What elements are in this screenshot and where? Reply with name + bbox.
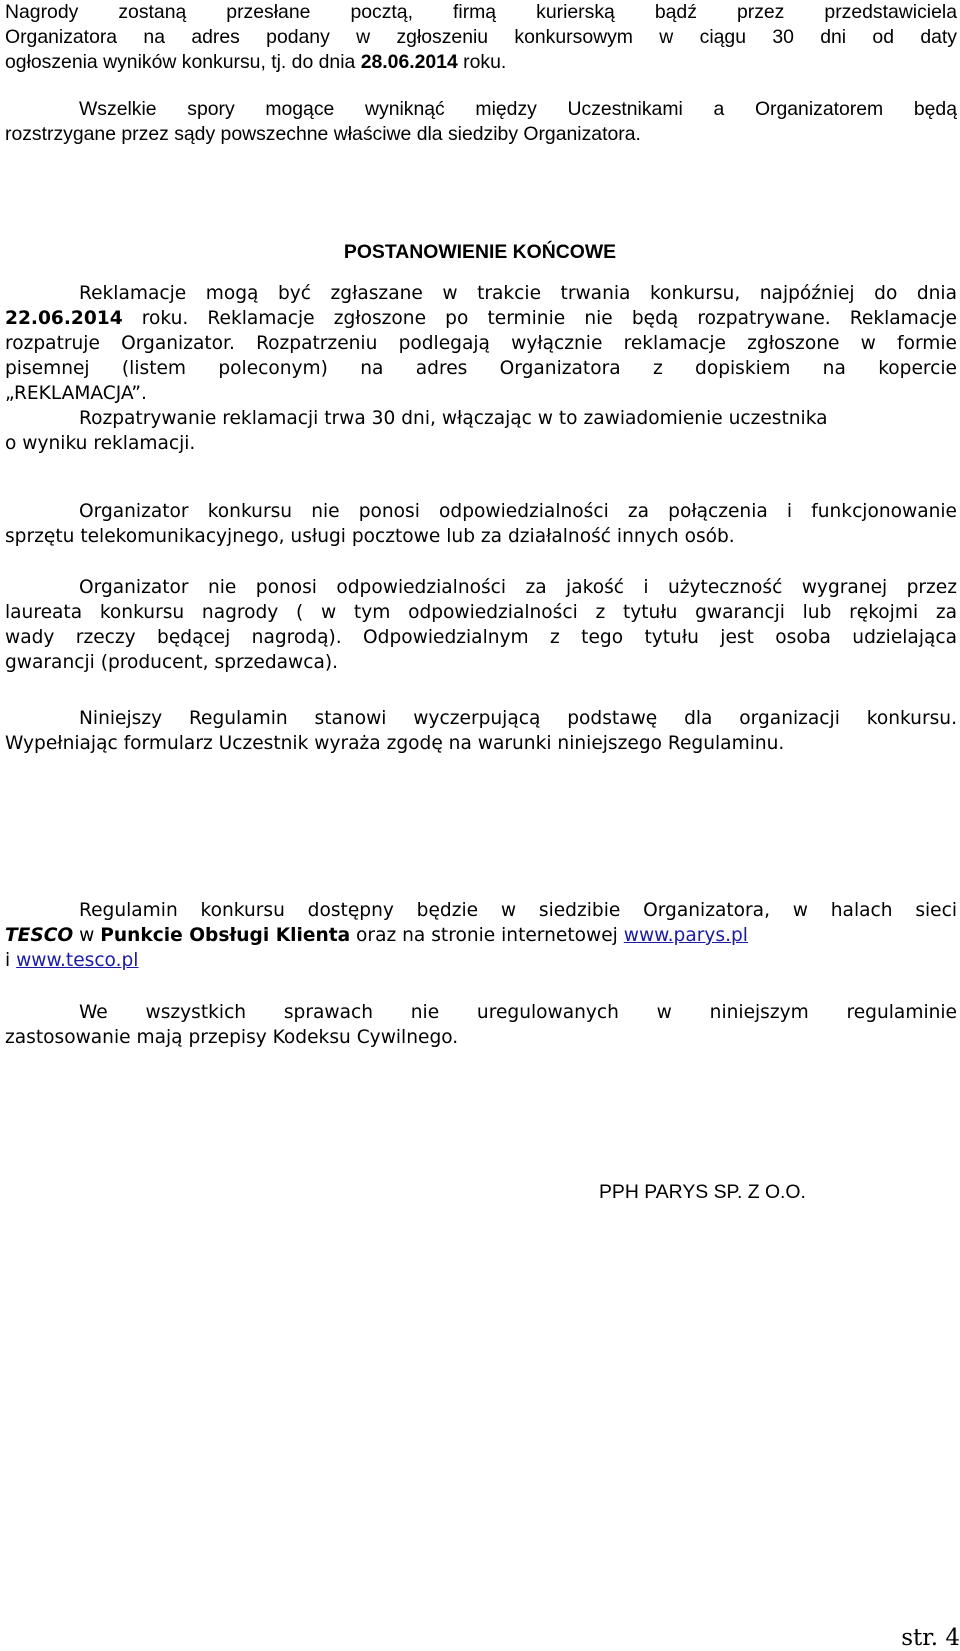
text-line <box>5 1000 957 1025</box>
section-heading: POSTANOWIENIE KOŃCOWE <box>343 241 617 263</box>
civil-code-paragraph <box>5 1000 957 1050</box>
prize-delivery-paragraph <box>5 0 957 75</box>
text-line: Organizatora na adres podany w zgłoszeniu konkursowym w ciągu 30 dni od daty <box>5 26 957 48</box>
text-segment: Niniejszy Regulamin stanowi wyczerpującą podstawę dla organizacji konkursu. <box>79 708 957 729</box>
regulations-scope-paragraph <box>5 706 957 756</box>
text-segment: Reklamacje mogą być zgłaszane w trakcie trwania konkursu, najpóźniej do dnia <box>79 283 957 304</box>
text-line: Nagrody zostaną przesłane pocztą, firmą kurierską bądź przez przedstawiciela <box>5 1 957 23</box>
text-line <box>5 923 957 948</box>
prize-quality-paragraph <box>5 575 957 675</box>
company-signature: PPH PARYS SP. Z O.O. <box>599 1181 806 1203</box>
text-line <box>5 97 957 122</box>
text-line: laureata konkursu nagrody ( w tym odpowiedzialności z tytułu gwarancji lub rękojmi za <box>5 602 957 623</box>
text-line: „REKLAMACJA”. <box>5 383 147 404</box>
text-line <box>5 575 957 600</box>
page-number: str. 4 <box>901 1625 960 1651</box>
text-segment: Organizator nie ponosi odpowiedzialności za jakość i użyteczność wygranej przez <box>79 577 957 598</box>
text-line: pisemnej (listem poleconym) na adres Organizatora z dopiskiem na kopercie <box>5 358 957 379</box>
text-segment: Wszelkie spory mogące wyniknąć między Uczestnikami a Organizatorem będą <box>79 98 957 120</box>
text-line: rozstrzygane przez sądy powszechne właściwe dla siedziby Organizatora. <box>5 123 641 145</box>
text-line <box>5 898 957 923</box>
text-line: o wyniku reklamacji. <box>5 433 196 454</box>
text-segment: Regulamin konkursu dostępny będzie w siedzibie Organizatora, w halach sieci <box>79 900 957 921</box>
disputes-paragraph <box>5 97 957 147</box>
text-line: rozpatruje Organizator. Rozpatrzeniu podlegają wyłącznie reklamacje zgłoszone w formie <box>5 333 957 354</box>
text-line <box>5 50 957 75</box>
complaints-paragraph <box>5 281 957 456</box>
text-segment: Organizator konkursu nie ponosi odpowiedzialności za połączenia i funkcjonowanie <box>79 501 957 522</box>
text-segment: i <box>5 950 17 971</box>
text-line <box>5 281 957 306</box>
complaint-deadline-date: 22.06.2014 <box>5 308 123 329</box>
text-segment: w <box>73 925 101 946</box>
customer-service-point: Punkcie Obsługi Klienta <box>100 925 351 946</box>
text-line: Wypełniając formularz Uczestnik wyraża zgodę na warunki niniejszego Regulaminu. <box>5 733 785 754</box>
deadline-date: 28.06.2014 <box>360 51 458 73</box>
text-segment: roku. <box>457 51 507 73</box>
parys-link[interactable]: www.parys.pl <box>623 925 748 946</box>
text-line <box>5 406 957 431</box>
text-line: wady rzeczy będącej nagrodą). Odpowiedzialnym z tego tytułu jest osoba udzielająca <box>5 627 957 648</box>
text-segment: ogłoszenia wyników konkursu, tj. do dnia <box>5 51 361 73</box>
text-segment: roku. Reklamacje zgłoszone po terminie nie będą rozpatrywane. Reklamacje <box>122 308 957 329</box>
liability-paragraph <box>5 499 957 549</box>
text-segment: We wszystkich sprawach nie uregulowanych w niniejszym regulaminie <box>79 1002 957 1023</box>
text-line <box>5 948 957 973</box>
tesco-link[interactable]: www.tesco.pl <box>16 950 139 971</box>
text-segment: Rozpatrywanie reklamacji trwa 30 dni, włączając w to zawiadomienie uczestnika <box>79 408 828 429</box>
tesco-brand: TESCO <box>5 925 74 946</box>
availability-paragraph <box>5 898 957 973</box>
text-line <box>5 306 957 331</box>
text-segment: oraz na stronie internetowej <box>350 925 624 946</box>
text-line: sprzętu telekomunikacyjnego, usługi pocztowe lub za działalność innych osób. <box>5 526 735 547</box>
text-line <box>5 499 957 524</box>
text-line <box>5 706 957 731</box>
text-line: zastosowanie mają przepisy Kodeksu Cywilnego. <box>5 1027 459 1048</box>
text-line: gwarancji (producent, sprzedawca). <box>5 652 339 673</box>
